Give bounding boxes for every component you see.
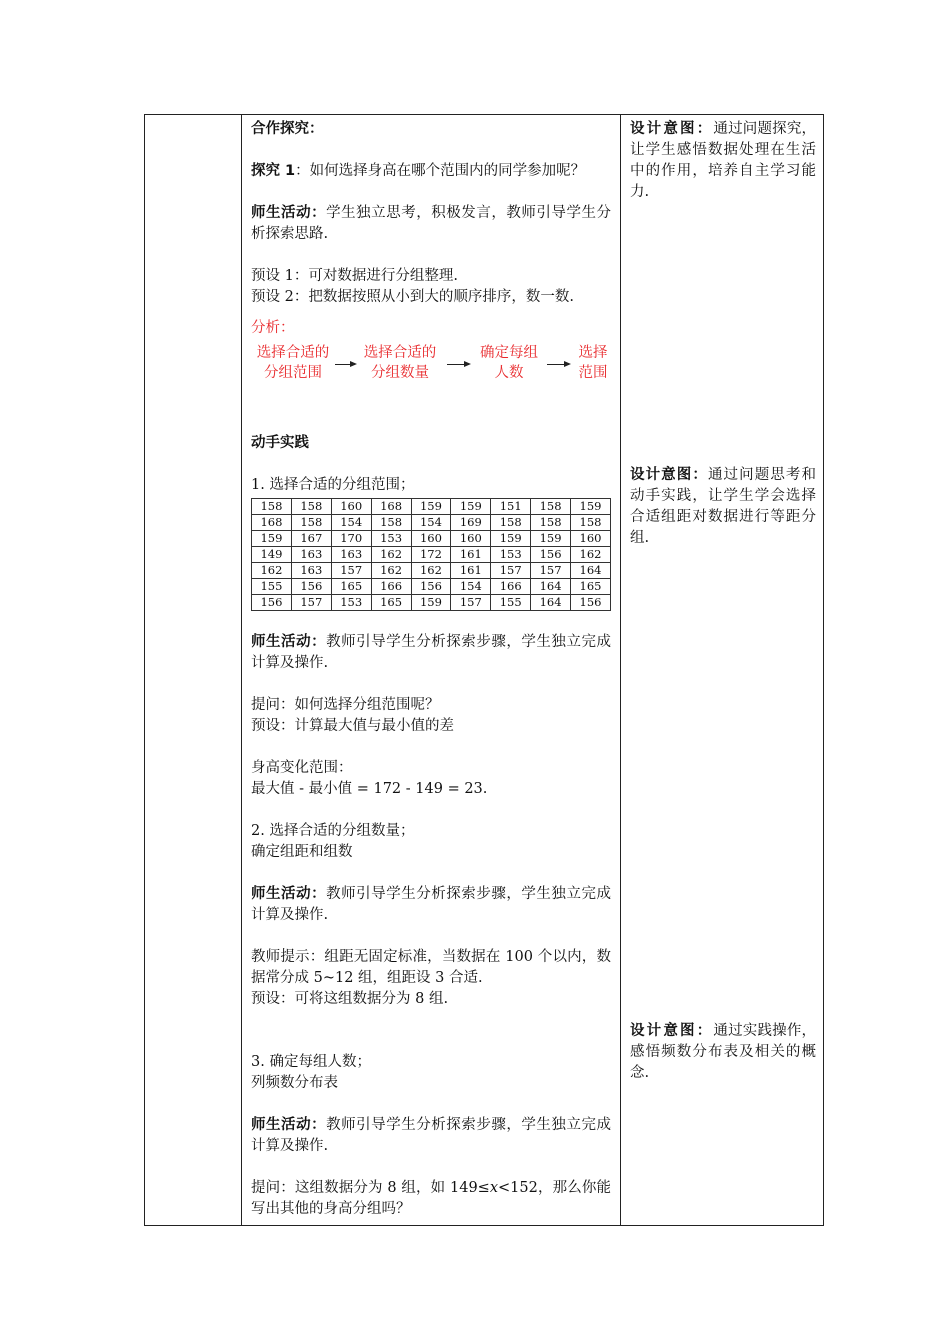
table-cell: 156 [291,579,331,595]
table-row [252,563,611,579]
analysis-flowchart [251,343,611,387]
height-data-table [251,498,611,611]
preset-2: 预设 2：把数据按照从小到大的顺序排序，数一数. [251,289,574,305]
table-cell: 159 [451,499,491,515]
preset-3: 预设：计算最大值与最小值的差 [251,718,454,734]
column-divider [241,115,242,1225]
flow-arrow [335,364,355,365]
table-cell: 158 [291,499,331,515]
table-cell: 157 [331,563,371,579]
table-cell: 157 [491,563,531,579]
table-row [252,547,611,563]
activity-2: 师生活动：教师引导学生分析探索步骤，学生独立完成计算及操作. [251,634,611,671]
flow-step: 选择合适的 分组范围 [256,345,330,381]
table-cell: 167 [291,531,331,547]
table-cell: 168 [252,515,292,531]
explore-1-text: ：如何选择身高在哪个范围内的同学参加呢？ [295,163,586,179]
table-cell: 161 [451,547,491,563]
table-row [252,595,611,611]
table-cell: 164 [571,563,611,579]
table-cell: 158 [371,515,411,531]
table-cell: 157 [531,563,571,579]
range-calc: 最大值 - 最小值 = 172 - 149 = 23. [251,781,488,797]
table-cell: 163 [291,547,331,563]
table-cell: 168 [371,499,411,515]
table-cell: 159 [491,531,531,547]
table-cell: 159 [411,499,451,515]
table-cell: 172 [411,547,451,563]
heading-coop: 合作探究： [251,121,324,137]
table-cell: 162 [371,563,411,579]
question-1: 提问：如何选择分组范围呢？ [251,697,440,713]
flow-step: 选择 范围 [578,345,608,381]
design-intent-1: 设计意图：通过问题探究，让学生感悟数据处理在生活中的作用，培养自主学习能力. [630,121,817,200]
heading-hands-on: 动手实践 [251,435,309,451]
table-cell: 159 [531,531,571,547]
table-cell: 159 [252,531,292,547]
flow-arrow [547,364,569,365]
table-row [252,531,611,547]
teaching-process-column [251,119,611,1220]
column-divider [620,115,621,1225]
table-cell: 164 [531,595,571,611]
table-cell: 162 [371,547,411,563]
lesson-table [144,114,824,1226]
table-cell: 158 [491,515,531,531]
teacher-tip: 教师提示：组距无固定标准，当数据在 100 个以内，数据常分成 5~12 组，组距设 3 合适. [251,949,611,986]
table-cell: 153 [331,595,371,611]
analysis-label: 分析： [251,320,295,336]
flow-step: 选择合适的 分组数量 [363,345,437,381]
table-cell: 156 [252,595,292,611]
table-cell: 151 [491,499,531,515]
table-cell: 156 [571,595,611,611]
table-cell: 160 [451,531,491,547]
table-cell: 160 [411,531,451,547]
table-cell: 158 [571,515,611,531]
step-1: 1. 选择合适的分组范围； [251,477,415,493]
step-2: 2. 选择合适的分组数量； [251,823,415,839]
preset-1: 预设 1：可对数据进行分组整理. [251,268,458,284]
activity-1 [251,203,611,245]
table-cell: 170 [331,531,371,547]
table-cell: 166 [371,579,411,595]
table-cell: 159 [571,499,611,515]
table-cell: 155 [252,579,292,595]
table-cell: 158 [291,515,331,531]
table-cell: 165 [331,579,371,595]
explore-1 [251,161,611,182]
table-cell: 165 [371,595,411,611]
explore-1-label: 探究 1 [251,163,296,179]
table-cell: 161 [451,563,491,579]
table-cell: 158 [252,499,292,515]
table-cell: 159 [411,595,451,611]
flow-arrow [447,364,469,365]
step-2-sub: 确定组距和组数 [251,844,353,860]
table-cell: 164 [531,579,571,595]
table-cell: 149 [252,547,292,563]
table-cell: 160 [331,499,371,515]
activity-text: 学生独立思考，积极发言，教师引导学生分析探索思路. [251,205,611,242]
table-cell: 155 [491,595,531,611]
table-cell: 154 [331,515,371,531]
table-cell: 158 [531,515,571,531]
table-cell: 166 [491,579,531,595]
range-title: 身高变化范围： [251,760,353,776]
table-cell: 162 [252,563,292,579]
table-cell: 154 [411,515,451,531]
table-cell: 154 [451,579,491,595]
table-row [252,515,611,531]
table-cell: 163 [331,547,371,563]
table-cell: 157 [451,595,491,611]
table-cell: 162 [571,547,611,563]
activity-label: 师生活动： [251,205,327,221]
table-cell: 153 [491,547,531,563]
step-3: 3. 确定每组人数； [251,1054,371,1070]
table-cell: 158 [531,499,571,515]
table-cell: 157 [291,595,331,611]
table-cell: 163 [291,563,331,579]
design-intent-3: 设计意图：通过实践操作，感悟频数分布表及相关的概念. [630,1023,817,1081]
table-row [252,579,611,595]
table-cell: 156 [531,547,571,563]
table-cell: 165 [571,579,611,595]
preset-4: 预设：可将这组数据分为 8 组. [251,991,449,1007]
table-cell: 156 [411,579,451,595]
table-cell: 153 [371,531,411,547]
table-cell: 169 [451,515,491,531]
activity-3: 师生活动：教师引导学生分析探索步骤，学生独立完成计算及操作. [251,886,611,923]
table-row [252,499,611,515]
step-3-sub: 列频数分布表 [251,1075,338,1091]
question-2: 提问：这组数据分为 8 组，如 149≤x<152，那么你能写出其他的身高分组吗？ [251,1180,611,1217]
design-intent-2: 设计意图：通过问题思考和动手实践，让学生学会选择合适组距对数据进行等距分组. [630,467,817,546]
table-cell: 160 [571,531,611,547]
table-cell: 162 [411,563,451,579]
flow-step: 确定每组 人数 [480,345,538,381]
activity-4: 师生活动：教师引导学生分析探索步骤，学生独立完成计算及操作. [251,1117,611,1154]
